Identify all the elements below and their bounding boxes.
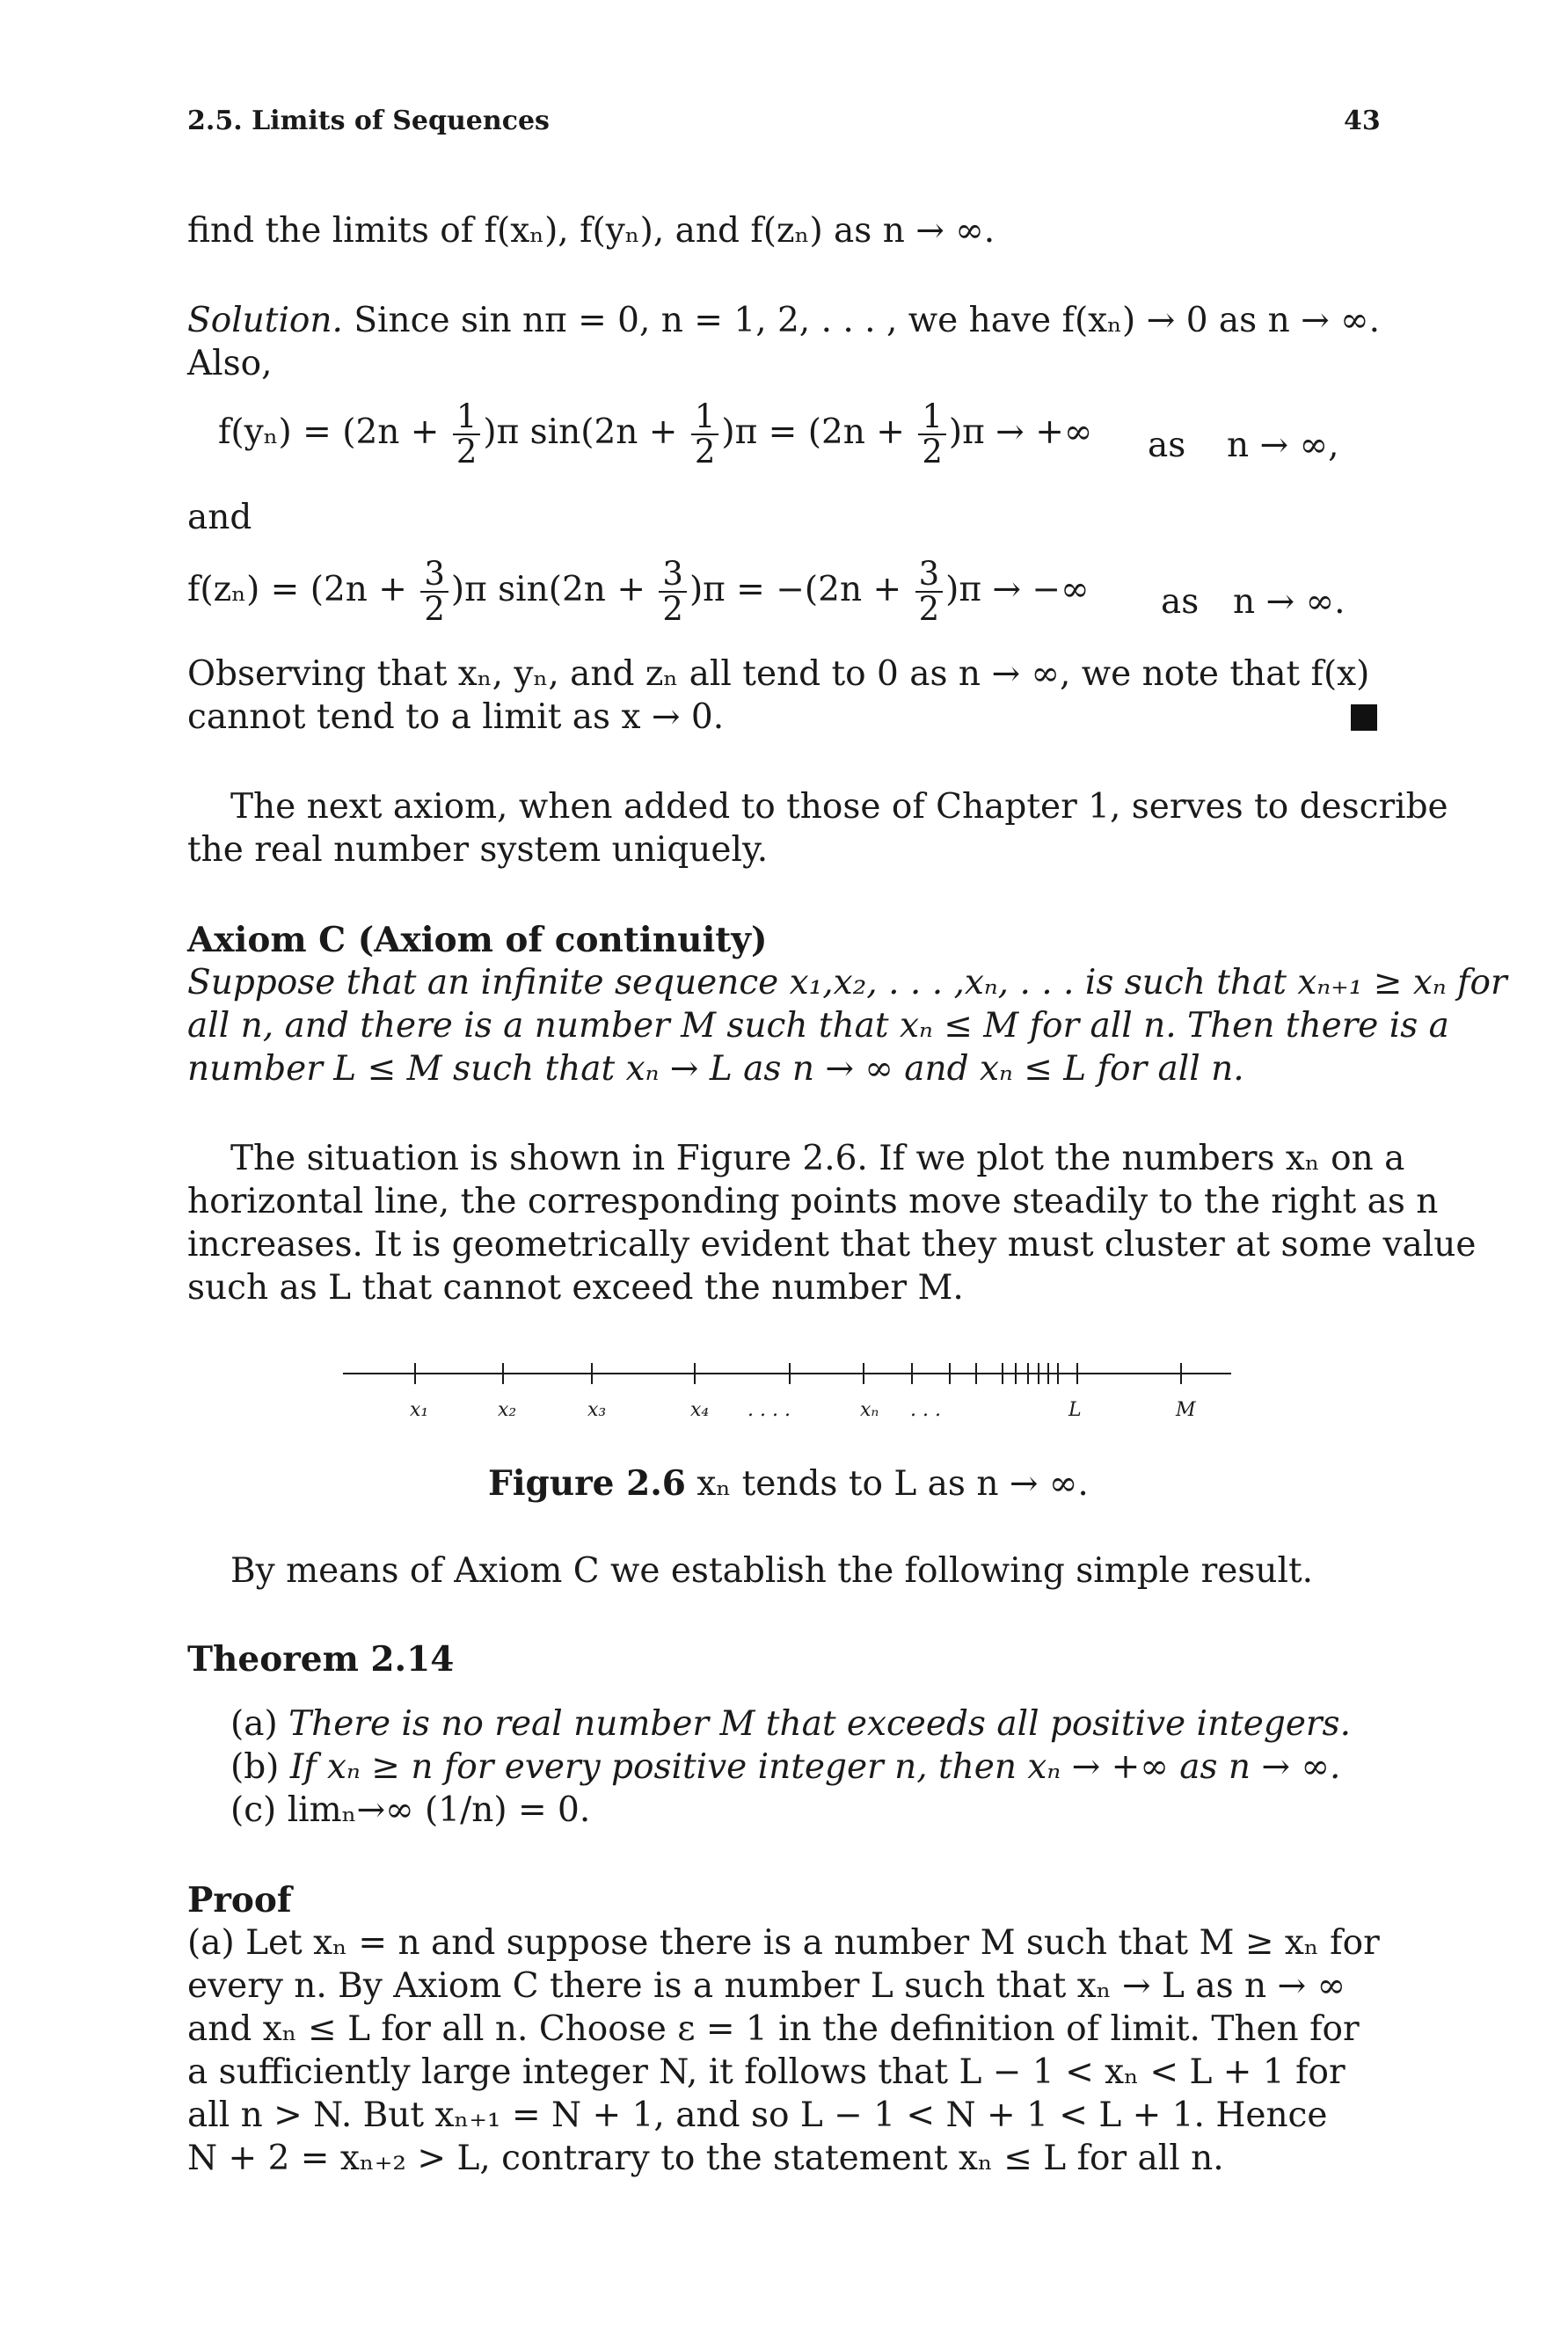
label-dots-2: . . . <box>910 1399 941 1421</box>
find-limits-line: find the limits of f(xₙ), f(yₙ), and f(zₙ) as n → ∞. <box>187 211 995 251</box>
axiom-line-2: all n, and there is a number M such that xₙ ≤ M for all n. Then there is a <box>187 1006 1449 1046</box>
label-x3: x₃ <box>587 1399 607 1421</box>
proof-line-2: every n. By Axiom C there is a number L such that xₙ → L as n → ∞ <box>187 1966 1346 2006</box>
label-dots-1: . . . . <box>748 1399 791 1421</box>
theorem-item-c: (c) limₙ→∞ (1/n) = 0. <box>230 1790 591 1830</box>
fraction-three-halves: $\frac{3}{2}$ <box>915 558 944 626</box>
situation-line-4: such as L that cannot exceed the number M. <box>187 1268 964 1308</box>
proof-line-6: N + 2 = xₙ₊₂ > L, contrary to the statement xₙ ≤ L for all n. <box>187 2139 1224 2178</box>
equation-f-z: f(zₙ) = (2n + $\frac{3}{2}$ )π sin(2n + $\frac{3}{2}$ )π = −(2n + $\frac{3}{2}$ )π → −∞ <box>187 555 1090 628</box>
proof-heading: Proof <box>187 1880 292 1921</box>
figure-caption <box>488 1461 1089 1506</box>
solution-label: Solution. <box>187 301 343 340</box>
number-line-labels <box>410 1399 1196 1421</box>
situation-line-3: increases. It is geometrically evident that they must cluster at some value <box>187 1225 1477 1265</box>
theorem-item-b: (b) If xₙ ≥ n for every positive integer n, then xₙ → +∞ as n → ∞. <box>230 1747 1341 1787</box>
page-number: 43 <box>1344 106 1381 136</box>
equation-f-y-as: as <box>1148 426 1186 465</box>
equation-f-z-limit: n → ∞. <box>1233 582 1346 622</box>
axiom-heading: Axiom C (Axiom of continuity) <box>187 920 768 960</box>
label-L: L <box>1068 1399 1082 1421</box>
axiom-intro-line-2: the real number system uniquely. <box>187 830 769 870</box>
label-xn: xₙ <box>860 1399 879 1421</box>
fraction-one-half: $\frac{1}{2}$ <box>691 400 719 469</box>
figure-number-line <box>334 1345 1240 1425</box>
label-x4: x₄ <box>690 1399 710 1421</box>
fraction-three-halves: $\frac{3}{2}$ <box>420 558 449 626</box>
label-x1: x₁ <box>410 1399 429 1421</box>
axiom-line-3: number L ≤ M such that xₙ → L as n → ∞ and xₙ ≤ L for all n. <box>187 1049 1244 1089</box>
theorem-item-a: (a) There is no real number M that exceeds all positive integers. <box>230 1704 1351 1744</box>
axiom-line-1: Suppose that an infinite sequence x₁,x₂, . . . ,xₙ, . . . is such that xₙ₊₁ ≥ xₙ for <box>187 963 1507 1002</box>
figure-caption-text: xₙ tends to L as n → ∞. <box>685 1464 1089 1504</box>
theorem-heading: Theorem 2.14 <box>187 1639 455 1680</box>
label-M: M <box>1176 1399 1196 1421</box>
running-header-section: 2.5. Limits of Sequences <box>187 106 550 136</box>
end-of-proof-square <box>1351 704 1377 731</box>
solution-line <box>187 299 1380 343</box>
equation-f-z-as: as <box>1161 582 1200 622</box>
axiom-intro-line-1: The next axiom, when added to those of Chapter 1, serves to describe <box>230 787 1448 827</box>
solution-text: Since sin nπ = 0, n = 1, 2, . . . , we have f(xₙ) → 0 as n → ∞. <box>342 301 1381 340</box>
proof-line-3: and xₙ ≤ L for all n. Choose ε = 1 in the definition of limit. Then for <box>187 2009 1360 2049</box>
observing-line-1: Observing that xₙ, yₙ, and zₙ all tend to 0 as n → ∞, we note that f(x) <box>187 654 1370 694</box>
proof-line-4: a sufficiently large integer N, it follows that L − 1 < xₙ < L + 1 for <box>187 2052 1346 2092</box>
fraction-one-half: $\frac{1}{2}$ <box>918 400 946 469</box>
proof-line-5: all n > N. But xₙ₊₁ = N + 1, and so L − 1 < N + 1 < L + 1. Hence <box>187 2096 1328 2135</box>
proof-line-1: (a) Let xₙ = n and suppose there is a number M such that M ≥ xₙ for <box>187 1923 1380 1963</box>
fraction-one-half: $\frac{1}{2}$ <box>453 400 481 469</box>
and-line: and <box>187 498 252 537</box>
situation-line-1: The situation is shown in Figure 2.6. If we plot the numbers xₙ on a <box>230 1139 1405 1178</box>
also-line: Also, <box>187 344 273 383</box>
situation-line-2: horizontal line, the corresponding points move steadily to the right as n <box>187 1182 1439 1221</box>
figure-label: Figure 2.6 <box>488 1463 686 1504</box>
equation-f-y: f(yₙ) = (2n + $\frac{1}{2}$ )π sin(2n + $\frac{1}{2}$ )π = (2n + $\frac{1}{2}$ )π → +∞ <box>218 397 1093 470</box>
label-x2: x₂ <box>498 1399 517 1421</box>
observing-line-2: cannot tend to a limit as x → 0. <box>187 697 725 737</box>
equation-f-y-limit: n → ∞, <box>1227 426 1339 465</box>
fraction-three-halves: $\frac{3}{2}$ <box>659 558 687 626</box>
by-means-line: By means of Axiom C we establish the following simple result. <box>230 1551 1314 1591</box>
